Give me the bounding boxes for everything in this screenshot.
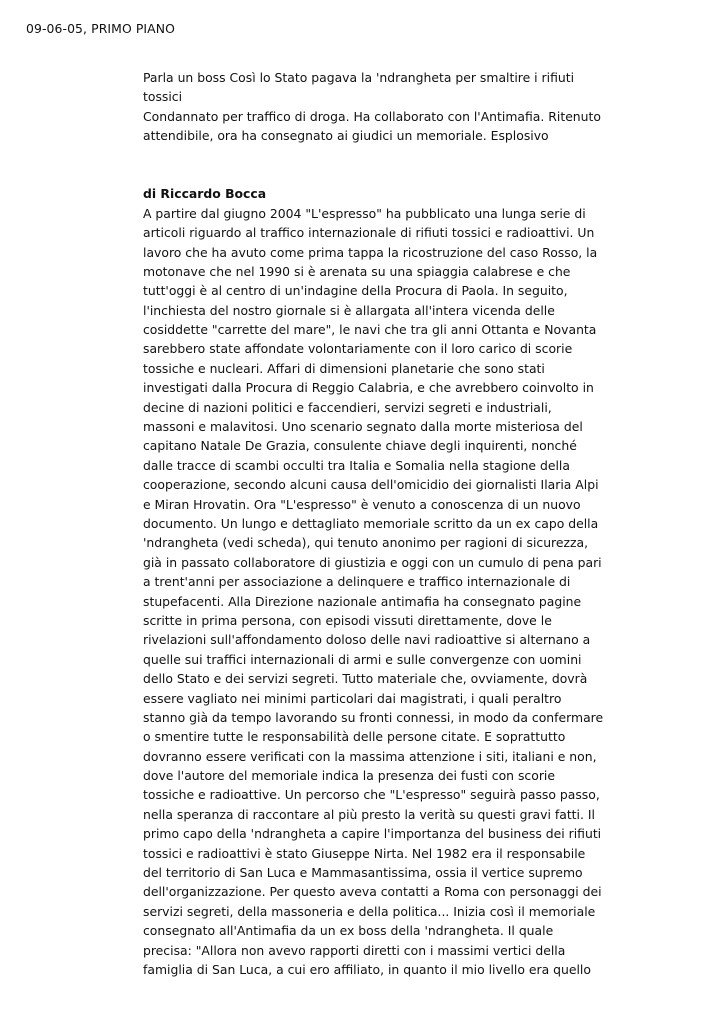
body-line: essere vagliato nei minimi particolari dai magistrati, i quali peraltro (143, 690, 562, 706)
body-line: investigati dalla Procura di Reggio Calabria, e che avrebbero coinvolto in (143, 380, 594, 396)
body-line: famiglia di San Luca, a cui ero affiliato, in quanto il mio livello era quello (143, 961, 591, 977)
body-line: tossiche e radioattive. Un percorso che "L'espresso" seguirà passo passo, (143, 787, 600, 803)
body-line: tossici e radioattivi è stato Giuseppe Nirta. Nel 1982 era il responsabile (143, 845, 586, 861)
body-line: stupefacenti. Alla Direzione nazionale antimafia ha consegnato pagine (143, 593, 582, 609)
body-line: e Miran Hrovatin. Ora "L'espresso" è venuto a conoscenza di un nuovo (143, 496, 581, 512)
article (143, 68, 604, 979)
title-line: Parla un boss Così lo Stato pagava la 'ndrangheta per smaltire i rifiuti (143, 70, 575, 85)
article-body (143, 204, 604, 980)
article-subtitle (143, 107, 601, 146)
body-line: dello Stato e dei servizi segreti. Tutto materiale che, ovviamente, dovrà (143, 671, 588, 687)
body-line: dalle tracce di scambi occulti tra Italia e Somalia nella stagione della (143, 457, 570, 473)
body-line: tutt'oggi è al centro di un'indagine della Procura di Paola. In seguito, (143, 283, 568, 299)
body-line: scritte in prima persona, con episodi vissuti direttamente, dove le (143, 612, 552, 628)
body-line: dovranno essere verificati con la massima attenzione i siti, italiani e non, (143, 748, 597, 764)
body-line: motonave che nel 1990 si è arenata su una spiaggia calabrese e che (143, 263, 571, 279)
body-line: a trent'anni per associazione a delinquere e traffico internazionale di (143, 574, 571, 590)
subtitle-line: Condannato per traffico di droga. Ha collaborato con l'Antimafia. Ritenuto (143, 108, 601, 124)
body-line: nella speranza di raccontare al più presto la verità su questi gravi fatti. Il (143, 806, 595, 822)
body-line: documento. Un lungo e dettagliato memoriale scritto da un ex capo della (143, 516, 599, 531)
body-line: capitano Natale De Grazia, consulente chiave degli inquirenti, nonché (143, 438, 577, 454)
body-line: quelle sui traffici internazionali di armi e sulle convergenze con uomini (143, 651, 582, 667)
body-line: cooperazione, secondo alcuni causa dell'omicidio dei giornalisti Ilaria Alpi (143, 477, 599, 493)
body-line: stanno già da tempo lavorando su fronti connessi, in modo da confermare (143, 709, 604, 725)
article-title (143, 68, 583, 107)
body-line: consegnato all'Antimafia da un ex boss della 'ndrangheta. Il quale (143, 923, 554, 939)
body-line: già in passato collaboratore di giustizia e oggi con un cumulo di pena pari (143, 554, 602, 570)
body-line: tossiche e nucleari. Affari di dimensioni planetarie che sono stati (143, 360, 545, 376)
article-author: di Riccardo Bocca (143, 186, 267, 202)
body-line: cosiddette "carrette del mare", le navi che tra gli anni Ottanta e Novanta (143, 322, 597, 338)
body-line: decine di nazioni politici e faccendieri, servizi segreti e industriali, (143, 399, 552, 415)
body-line: dove l'autore del memoriale indica la presenza dei fusti con scorie (143, 768, 555, 784)
subtitle-line: attendibile, ora ha consegnato ai giudici un memoriale. Esplosivo (143, 128, 549, 144)
body-line: 'ndrangheta (vedi scheda), qui tenuto anonimo per ragioni di sicurezza, (143, 535, 589, 551)
spacer (143, 146, 583, 185)
body-line: precisa: "Allora non avevo rapporti diretti con i massimi vertici della (143, 942, 566, 958)
body-line: o smentire tutte le responsabilità delle persone citate. E soprattutto (143, 729, 566, 745)
body-line: del territorio di San Luca e Mammasantissima, ossia il vertice supremo (143, 865, 583, 881)
page-header: 09-06-05, PRIMO PIANO (26, 21, 175, 36)
body-line: articoli riguardo al traffico internazionale di rifiuti tossici e radioattivi. Un (143, 225, 595, 241)
body-line: rivelazioni sull'affondamento doloso delle navi radioattive si alternano a (143, 632, 591, 648)
body-line: primo capo della 'ndrangheta a capire l'importanza del business dei rifiuti (143, 826, 602, 842)
body-line: servizi segreti, della massoneria e della politica... Inizia così il memoriale (143, 903, 596, 919)
body-line: massoni e malavitosi. Uno scenario segnato dalla morte misteriosa del (143, 419, 583, 435)
body-line: lavoro che ha avuto come prima tappa la ricostruzione del caso Rosso, la (143, 244, 598, 260)
body-line: dell'organizzazione. Per questo aveva contatti a Roma con personaggi dei (143, 884, 602, 900)
body-line: l'inchiesta del nostro giornale si è allargata all'intera vicenda delle (143, 302, 555, 318)
body-line: A partire dal giugno 2004 "L'espresso" ha pubblicato una lunga serie di (143, 205, 586, 221)
title-line: tossici (143, 89, 183, 105)
body-line: sarebbero state affondate volontariamente con il loro carico di scorie (143, 341, 573, 357)
